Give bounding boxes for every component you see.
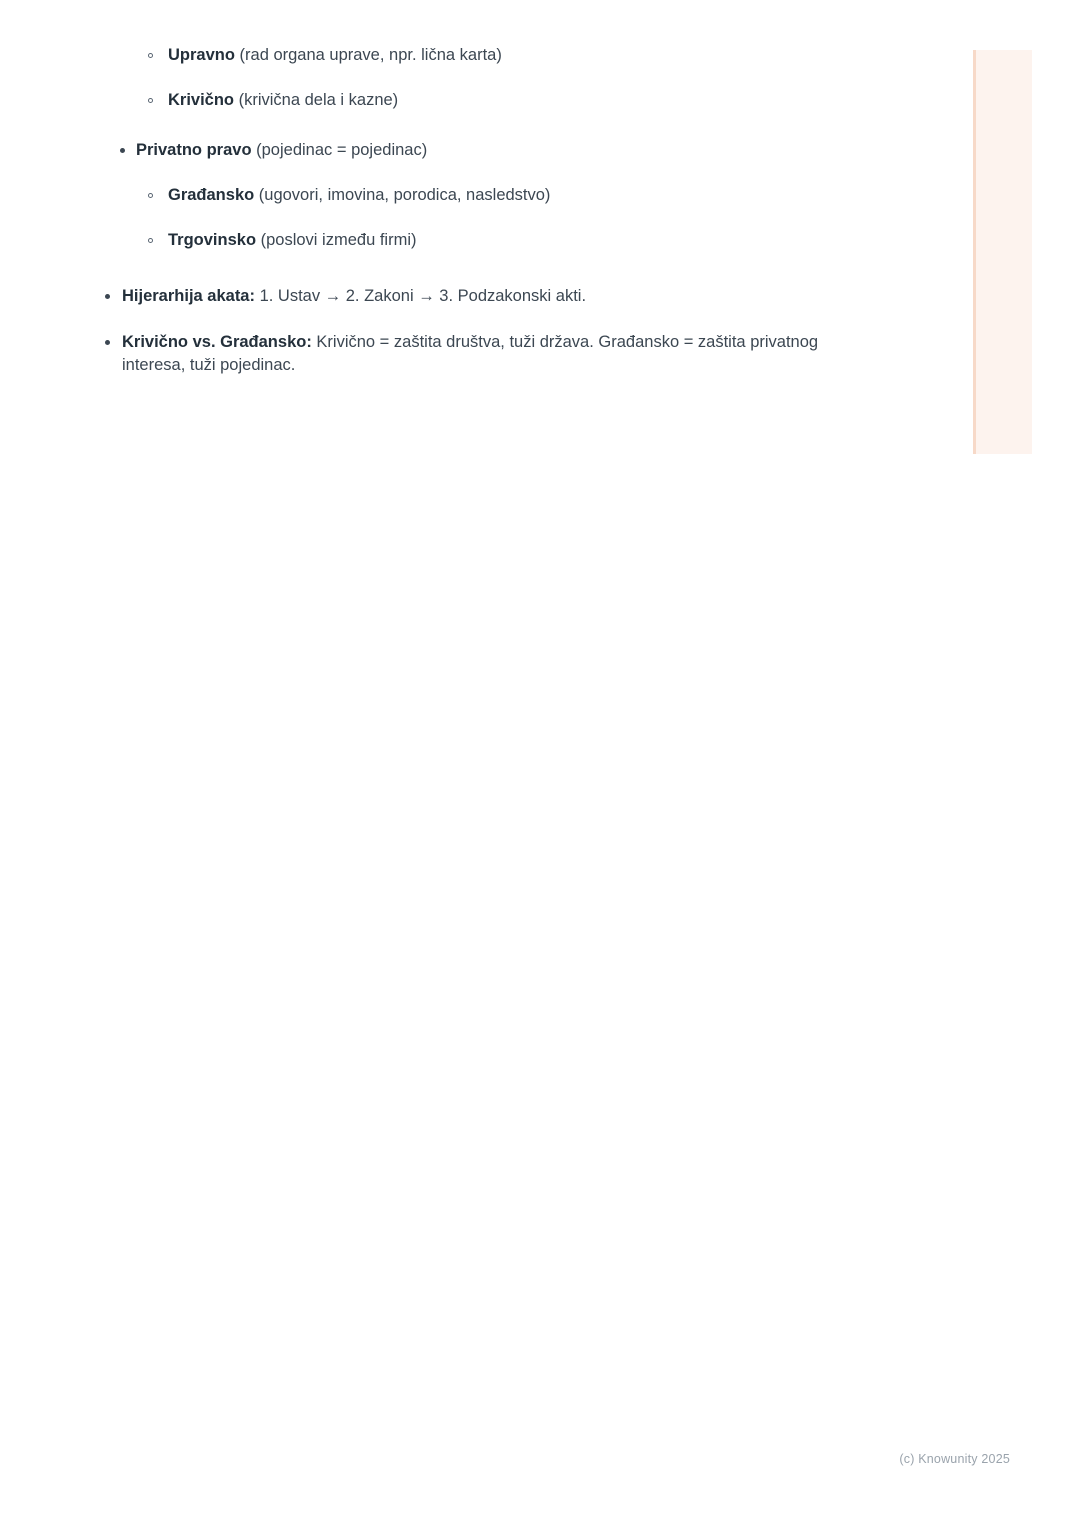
term-detail: (ugovori, imovina, porodica, nasledstvo): [254, 185, 551, 204]
list-item: [100, 139, 890, 163]
list-item: [100, 184, 890, 208]
term-detail: (krivična dela i kazne): [234, 90, 399, 109]
term-label: Krivično vs. Građansko:: [122, 332, 312, 351]
footer-copyright: (c) Knowunity 2025: [899, 1452, 1010, 1466]
term-label: Krivično: [168, 90, 235, 109]
list-item: [100, 331, 822, 379]
term-detail: (poslovi između firmi): [256, 230, 417, 249]
term-detail: (rad organa uprave, npr. lična karta): [234, 46, 502, 64]
list-item: [100, 89, 890, 113]
summary-points-list: [100, 285, 890, 379]
list-item: [100, 229, 890, 253]
term-detail: Krivično = zaštita društva, tuži država. Građansko = zaštita privatnog interesa, tuži pojedinac.: [122, 332, 819, 375]
term-detail: 1. Ustav → 2. Zakoni → 3. Podzakonski akti.: [254, 286, 587, 305]
term-detail: (pojedinac = pojedinac): [251, 140, 428, 159]
administrative-criminal-sublist: [100, 44, 890, 113]
private-law-list: [100, 139, 890, 163]
term-label: Privatno pravo: [136, 140, 252, 159]
term-label: Trgovinsko: [168, 230, 257, 249]
private-law-sublist: [100, 184, 890, 253]
list-item: [100, 44, 890, 68]
private-law-group: [100, 139, 890, 253]
list-item: [100, 285, 890, 309]
document-content: [100, 44, 890, 400]
decorative-side-strip: [973, 50, 1032, 454]
term-label: Upravno: [168, 46, 235, 64]
term-label: Hijerarhija akata:: [122, 286, 255, 305]
term-label: Građansko: [168, 185, 255, 204]
